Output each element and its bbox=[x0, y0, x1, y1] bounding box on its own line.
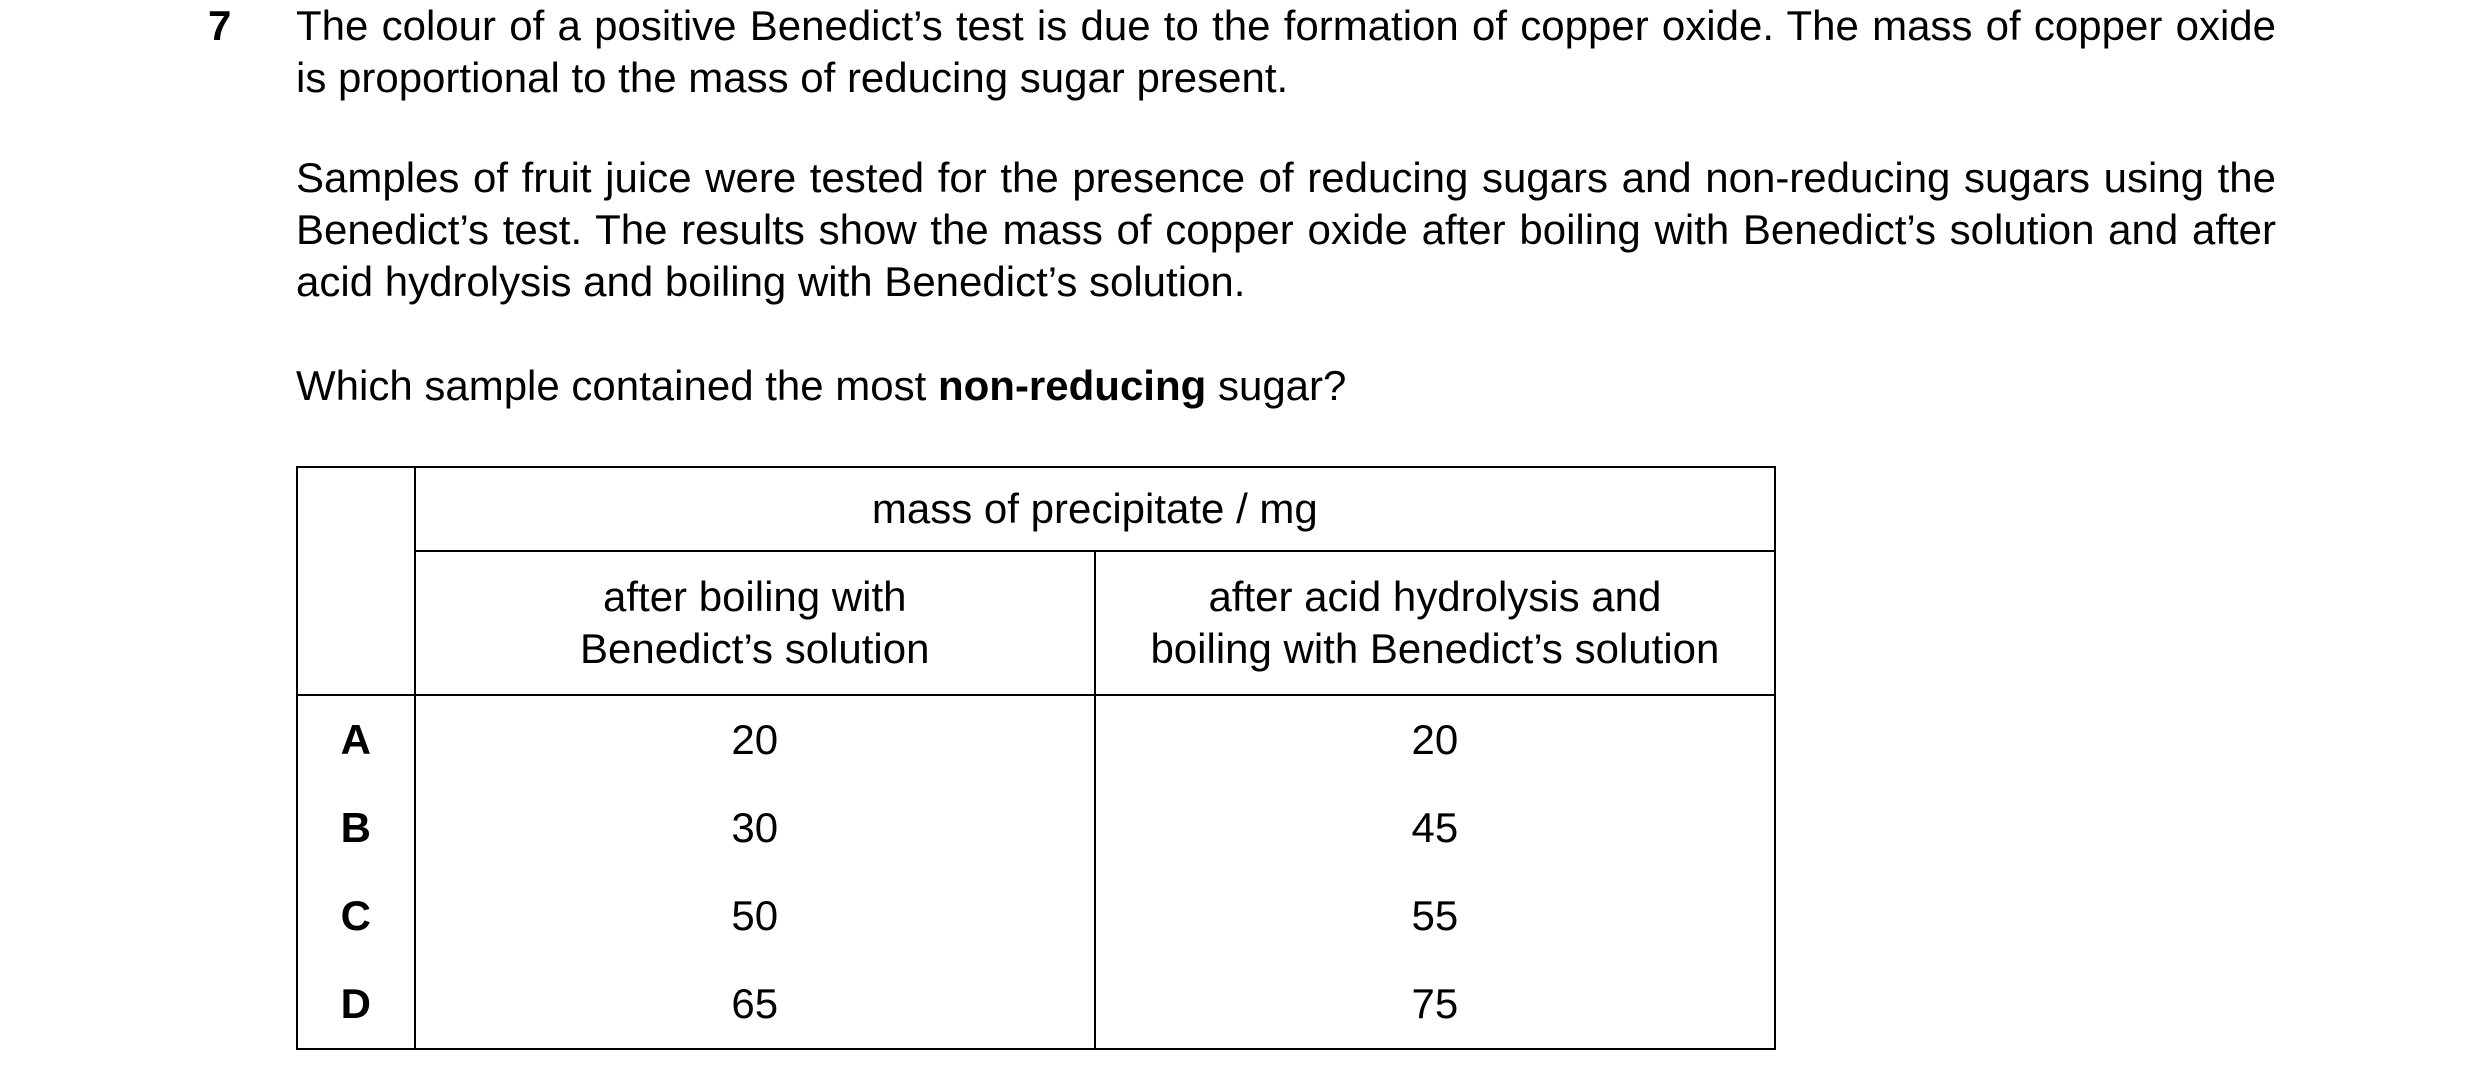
row-label: C bbox=[297, 872, 415, 960]
row-label: B bbox=[297, 784, 415, 872]
question-number: 7 bbox=[208, 2, 232, 49]
question-prompt bbox=[296, 360, 2276, 412]
boiling-value: 65 bbox=[415, 960, 1095, 1049]
boiling-value: 30 bbox=[415, 784, 1095, 872]
table-row bbox=[297, 960, 1775, 1049]
question-body bbox=[296, 0, 2276, 1050]
hydrolysis-value: 55 bbox=[1095, 872, 1775, 960]
col-hydrolysis-header-line1: after acid hydrolysis and bbox=[1208, 573, 1662, 620]
row-label: A bbox=[297, 695, 415, 784]
table-header-row bbox=[297, 467, 1775, 551]
table-row bbox=[297, 784, 1775, 872]
col-boiling-header-line2: Benedict’s solution bbox=[580, 625, 930, 672]
col-hydrolysis-header bbox=[1095, 551, 1775, 695]
boiling-value: 50 bbox=[415, 872, 1095, 960]
row-label: D bbox=[297, 960, 415, 1049]
boiling-value: 20 bbox=[415, 695, 1095, 784]
col-hydrolysis-header-line2: boiling with Benedict’s solution bbox=[1150, 625, 1720, 672]
intro-paragraph: The colour of a positive Benedict’s test is due to the formation of copper oxide. The mass of copper oxide is proportional to the mass of reducing sugar present. bbox=[296, 2, 2276, 101]
table-row bbox=[297, 872, 1775, 960]
empty-corner-cell bbox=[297, 467, 415, 695]
hydrolysis-value: 45 bbox=[1095, 784, 1775, 872]
mass-header: mass of precipitate / mg bbox=[415, 467, 1775, 551]
results-table bbox=[296, 466, 1776, 1050]
prompt-emphasis: non-reducing bbox=[937, 362, 1207, 409]
col-boiling-header bbox=[415, 551, 1095, 695]
table-row bbox=[297, 695, 1775, 784]
prompt-text-before: Which sample contained the most bbox=[296, 362, 938, 409]
col-boiling-header-line1: after boiling with bbox=[603, 573, 907, 620]
table-subheader-row bbox=[297, 551, 1775, 695]
hydrolysis-value: 20 bbox=[1095, 695, 1775, 784]
hydrolysis-value: 75 bbox=[1095, 960, 1775, 1049]
prompt-text-after: sugar? bbox=[1206, 362, 1347, 409]
method-paragraph: Samples of fruit juice were tested for the presence of reducing sugars and non-reducing sugars using the Benedict’s test. The results show the mass of copper oxide after boiling with Benedict’s solution and after acid hydrolysis and boiling with Benedict’s solution. bbox=[296, 154, 2276, 305]
